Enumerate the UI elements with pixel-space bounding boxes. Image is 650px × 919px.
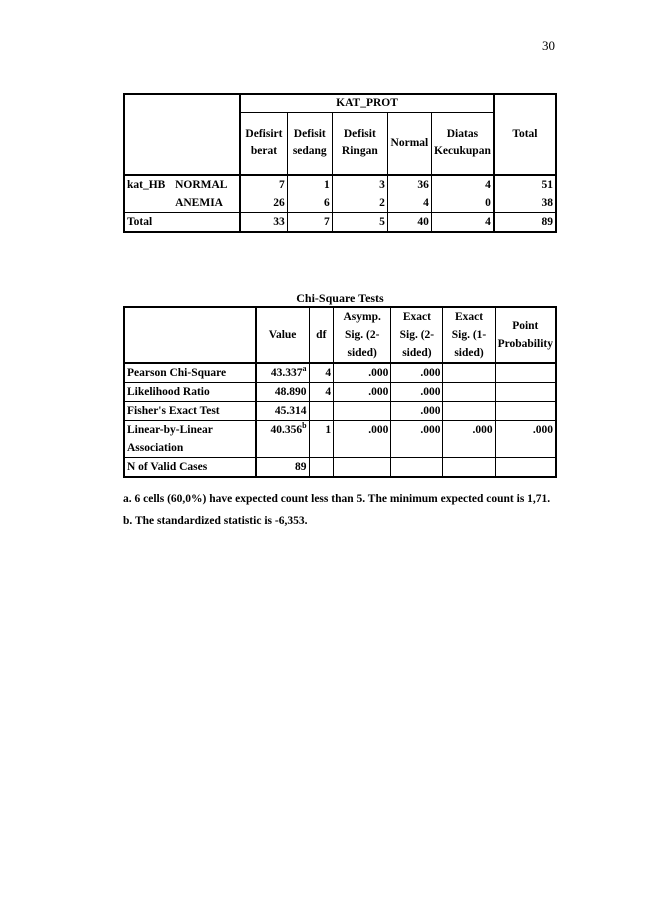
value-cell <box>256 421 309 458</box>
column-header: Exact Sig. (1-sided) <box>443 307 495 363</box>
column-header: Defisit Ringan <box>332 113 387 175</box>
chi-square-table <box>123 306 557 478</box>
cell-value: 36 <box>387 175 431 194</box>
chi-square-title: Chi-Square Tests <box>296 291 384 305</box>
asymp-sig-cell: .000 <box>334 421 391 458</box>
column-header: Diatas Kecukupan <box>431 113 493 175</box>
grand-total: 89 <box>494 212 556 232</box>
row-total: 38 <box>494 194 556 213</box>
asymp-sig-cell: .000 <box>334 383 391 402</box>
row-label: ANEMIA <box>173 194 240 213</box>
cell-value: 1 <box>287 175 332 194</box>
exact-sig-1-cell <box>443 363 495 383</box>
crosstab-table <box>123 93 557 233</box>
cell-value: 5 <box>332 212 387 232</box>
cell-value: 0 <box>431 194 493 213</box>
chi-square-header-row <box>124 307 556 363</box>
row-label: Fisher's Exact Test <box>124 402 256 421</box>
asymp-sig-cell: .000 <box>334 363 391 383</box>
df-cell: 4 <box>309 383 334 402</box>
exact-sig-1-cell <box>443 402 495 421</box>
row-label: N of Valid Cases <box>124 458 256 478</box>
column-header: Value <box>256 307 309 363</box>
df-cell: 4 <box>309 363 334 383</box>
exact-sig-1-cell <box>443 383 495 402</box>
cell-value: 40 <box>387 212 431 232</box>
value-cell: 48.890 <box>256 383 309 402</box>
row-variable-label: kat_HB <box>124 175 173 194</box>
point-probability-cell: .000 <box>495 421 556 458</box>
footnotes <box>123 490 563 534</box>
point-probability-cell <box>495 402 556 421</box>
asymp-sig-cell <box>334 402 391 421</box>
table-row <box>124 194 556 213</box>
column-header: Point Probability <box>495 307 556 363</box>
cell-value: 4 <box>387 194 431 213</box>
cell-value: 26 <box>240 194 287 213</box>
value-cell: 89 <box>256 458 309 478</box>
chi-square-corner-cell <box>124 307 256 363</box>
df-cell <box>309 458 334 478</box>
column-variable-label: KAT_PROT <box>240 94 494 113</box>
row-label: Likelihood Ratio <box>124 383 256 402</box>
exact-sig-2-cell <box>391 458 443 478</box>
cell-value: 7 <box>240 175 287 194</box>
table-row <box>124 175 556 194</box>
footnote-marker: b <box>302 421 307 431</box>
row-variable-spacer <box>124 194 173 213</box>
cell-value: 33 <box>240 212 287 232</box>
column-header: df <box>309 307 334 363</box>
cell-value: 3 <box>332 175 387 194</box>
table-row <box>124 363 556 383</box>
page-number: 30 <box>542 38 555 53</box>
total-row <box>124 212 556 232</box>
column-header: Normal <box>387 113 431 175</box>
crosstab-header-row-1 <box>124 94 556 113</box>
total-row-label: Total <box>124 212 240 232</box>
row-label: Linear-by-Linear Association <box>124 421 256 458</box>
row-total: 51 <box>494 175 556 194</box>
footnote-marker: a <box>302 364 307 374</box>
column-header: Defisirt berat <box>240 113 287 175</box>
point-probability-cell <box>495 383 556 402</box>
total-column-header: Total <box>494 94 556 175</box>
point-probability-cell <box>495 458 556 478</box>
row-label: Pearson Chi-Square <box>124 363 256 383</box>
df-cell: 1 <box>309 421 334 458</box>
footnote-b: b. The standardized statistic is -6,353. <box>123 515 308 527</box>
exact-sig-1-cell <box>443 458 495 478</box>
column-header: Defisit sedang <box>287 113 332 175</box>
table-row <box>124 421 556 458</box>
value-text: 40.356 <box>270 424 303 436</box>
cell-value: 4 <box>431 212 493 232</box>
footnote-a: a. 6 cells (60,0%) have expected count less than 5. The minimum expected count is 1,71. <box>123 493 551 505</box>
exact-sig-2-cell: .000 <box>391 402 443 421</box>
cell-value: 4 <box>431 175 493 194</box>
point-probability-cell <box>495 363 556 383</box>
column-header: Exact Sig. (2-sided) <box>391 307 443 363</box>
exact-sig-2-cell: .000 <box>391 421 443 458</box>
table-row <box>124 458 556 478</box>
cell-value: 6 <box>287 194 332 213</box>
crosstab-corner-cell <box>124 94 240 175</box>
df-cell <box>309 402 334 421</box>
cell-value: 2 <box>332 194 387 213</box>
row-label: NORMAL <box>173 175 240 194</box>
column-header: Asymp. Sig. (2-sided) <box>334 307 391 363</box>
asymp-sig-cell <box>334 458 391 478</box>
table-row <box>124 383 556 402</box>
value-cell: 45.314 <box>256 402 309 421</box>
exact-sig-2-cell: .000 <box>391 383 443 402</box>
exact-sig-1-cell: .000 <box>443 421 495 458</box>
value-cell <box>256 363 309 383</box>
table-row <box>124 402 556 421</box>
value-text: 43.337 <box>270 367 303 379</box>
cell-value: 7 <box>287 212 332 232</box>
exact-sig-2-cell: .000 <box>391 363 443 383</box>
